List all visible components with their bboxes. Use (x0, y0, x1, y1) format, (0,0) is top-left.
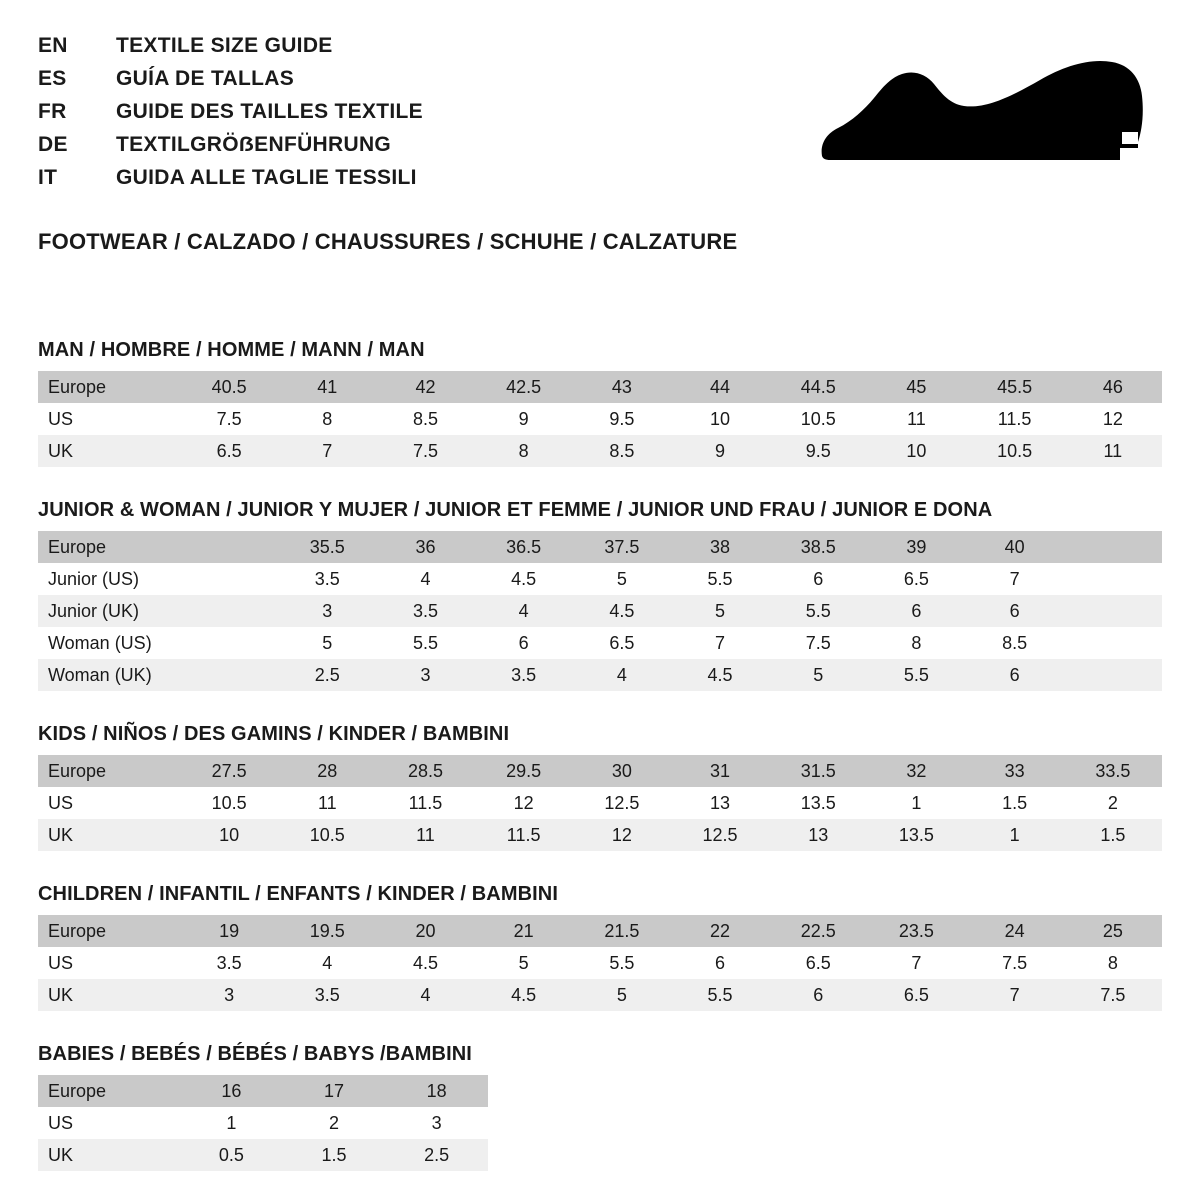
cell: 10.5 (180, 787, 278, 819)
language-title: TEXTILGRÖẞENFÜHRUNG (116, 133, 392, 156)
cell: 12 (475, 787, 573, 819)
table-row (38, 627, 1162, 659)
cell: 4 (376, 979, 474, 1011)
cell: 5.5 (671, 563, 769, 595)
cell: 6 (671, 947, 769, 979)
cell: 4.5 (573, 595, 671, 627)
cell: 1 (867, 787, 965, 819)
cell: 5 (671, 595, 769, 627)
cell: 2.5 (278, 659, 376, 691)
table-block-babies (38, 1043, 1162, 1171)
cell: 7 (966, 979, 1064, 1011)
cell: 12.5 (671, 819, 769, 851)
cell: 7 (966, 563, 1064, 595)
cell: 21.5 (573, 915, 671, 947)
row-label: Junior (UK) (38, 595, 180, 627)
cell: 6.5 (769, 947, 867, 979)
cell: 1.5 (1064, 819, 1162, 851)
cell (1064, 595, 1162, 627)
cell: 38.5 (769, 531, 867, 563)
table-row (38, 915, 1162, 947)
cell: 8 (867, 627, 965, 659)
row-label: Woman (US) (38, 627, 180, 659)
table-row (38, 371, 1162, 403)
cell: 37.5 (573, 531, 671, 563)
cell: 31.5 (769, 755, 867, 787)
cell: 5.5 (867, 659, 965, 691)
row-label: US (38, 1107, 180, 1139)
cell: 6.5 (867, 979, 965, 1011)
cell: 45 (867, 371, 965, 403)
cell: 4.5 (475, 979, 573, 1011)
cell: 10 (180, 819, 278, 851)
cell: 6 (966, 659, 1064, 691)
cell: 6 (475, 627, 573, 659)
table-title: KIDS / NIÑOS / DES GAMINS / KINDER / BAMBINI (38, 723, 510, 745)
cell: 36 (376, 531, 474, 563)
cell: 38 (671, 531, 769, 563)
row-label: Europe (38, 1075, 180, 1107)
size-tables (0, 339, 1200, 1171)
cell: 5 (769, 659, 867, 691)
language-code: EN (38, 34, 68, 57)
cell: 20 (376, 915, 474, 947)
cell: 6 (769, 563, 867, 595)
cell: 6.5 (180, 435, 278, 467)
cell: 17 (283, 1075, 386, 1107)
cell: 4 (475, 595, 573, 627)
cell: 27.5 (180, 755, 278, 787)
cell: 6 (769, 979, 867, 1011)
cell: 4 (278, 947, 376, 979)
cell: 10.5 (278, 819, 376, 851)
cell: 5 (573, 979, 671, 1011)
cell: 7.5 (376, 435, 474, 467)
cell: 5 (573, 563, 671, 595)
cell: 5.5 (376, 627, 474, 659)
table-row (38, 563, 1162, 595)
cell: 5 (278, 627, 376, 659)
cell: 8 (1064, 947, 1162, 979)
cell: 5.5 (671, 979, 769, 1011)
size-table-children (38, 915, 1162, 1011)
table-row (38, 403, 1162, 435)
cell: 4.5 (376, 947, 474, 979)
table-row (38, 819, 1162, 851)
table-row (38, 947, 1162, 979)
cell: 11 (278, 787, 376, 819)
cell: 4.5 (475, 563, 573, 595)
cell: 45.5 (966, 371, 1064, 403)
cell: 11 (376, 819, 474, 851)
cell: 13.5 (769, 787, 867, 819)
cell: 39 (867, 531, 965, 563)
cell: 46 (1064, 371, 1162, 403)
cell: 6 (966, 595, 1064, 627)
row-label: UK (38, 1139, 180, 1171)
cell: 3.5 (278, 979, 376, 1011)
cell: 6.5 (867, 563, 965, 595)
cell: 35.5 (278, 531, 376, 563)
cell: 33.5 (1064, 755, 1162, 787)
table-title: JUNIOR & WOMAN / JUNIOR Y MUJER / JUNIOR ET FEMME / JUNIOR UND FRAU / JUNIOR E DONA (38, 499, 993, 521)
cell: 22 (671, 915, 769, 947)
cell: 8.5 (376, 403, 474, 435)
cell: 3.5 (475, 659, 573, 691)
page-title: FOOTWEAR / CALZADO / CHAUSSURES / SCHUHE / CALZATURE (38, 229, 738, 254)
cell: 2.5 (385, 1139, 488, 1171)
cell: 40 (966, 531, 1064, 563)
cell: 42.5 (475, 371, 573, 403)
language-title: TEXTILE SIZE GUIDE (116, 34, 333, 57)
table-row (38, 755, 1162, 787)
cell: 31 (671, 755, 769, 787)
table-block-children (38, 883, 1162, 1011)
cell (1064, 659, 1162, 691)
cell: 8.5 (966, 627, 1064, 659)
cell (1064, 563, 1162, 595)
cell: 33 (966, 755, 1064, 787)
size-table-junior-woman (38, 531, 1162, 691)
cell: 7.5 (769, 627, 867, 659)
cell: 9 (475, 403, 573, 435)
cell: 8 (475, 435, 573, 467)
size-table-babies (38, 1075, 488, 1171)
cell: 4 (573, 659, 671, 691)
cell: 7.5 (966, 947, 1064, 979)
cell: 3 (180, 979, 278, 1011)
row-label: Europe (38, 915, 180, 947)
cell: 3.5 (278, 563, 376, 595)
cell: 9 (671, 435, 769, 467)
cell: 28.5 (376, 755, 474, 787)
cell (180, 659, 278, 691)
table-title: BABIES / BEBÉS / BÉBÉS / BABYS /BAMBINI (38, 1043, 472, 1065)
cell: 21 (475, 915, 573, 947)
cell: 3.5 (376, 595, 474, 627)
table-title: CHILDREN / INFANTIL / ENFANTS / KINDER / BAMBINI (38, 883, 558, 905)
cell: 7 (867, 947, 965, 979)
cell: 10.5 (966, 435, 1064, 467)
row-label: US (38, 947, 180, 979)
cell (1064, 531, 1162, 563)
cell: 2 (1064, 787, 1162, 819)
cell: 8.5 (573, 435, 671, 467)
cell: 22.5 (769, 915, 867, 947)
cell: 28 (278, 755, 376, 787)
row-label: Europe (38, 371, 180, 403)
cell: 3 (278, 595, 376, 627)
table-row (38, 979, 1162, 1011)
language-title: GUIDA ALLE TAGLIE TESSILI (116, 166, 417, 189)
cell: 1.5 (283, 1139, 386, 1171)
size-table-man (38, 371, 1162, 467)
cell: 3 (376, 659, 474, 691)
cell: 9.5 (769, 435, 867, 467)
cell: 12.5 (573, 787, 671, 819)
cell: 5 (475, 947, 573, 979)
cell: 10 (867, 435, 965, 467)
cell: 12 (1064, 403, 1162, 435)
cell: 29.5 (475, 755, 573, 787)
table-row (38, 1139, 488, 1171)
cell: 11.5 (475, 819, 573, 851)
cell: 0.5 (180, 1139, 283, 1171)
cell: 32 (867, 755, 965, 787)
cell: 13 (671, 787, 769, 819)
cell: 3 (385, 1107, 488, 1139)
cell: 1 (966, 819, 1064, 851)
cell: 19 (180, 915, 278, 947)
cell (1064, 627, 1162, 659)
table-title: MAN / HOMBRE / HOMME / MANN / MAN (38, 339, 425, 361)
cell: 11.5 (966, 403, 1064, 435)
row-label: Europe (38, 531, 180, 563)
cell: 16 (180, 1075, 283, 1107)
row-label: Junior (US) (38, 563, 180, 595)
language-code: DE (38, 133, 68, 156)
cell: 5.5 (573, 947, 671, 979)
cell: 44 (671, 371, 769, 403)
cell: 4 (376, 563, 474, 595)
table-block-man (38, 339, 1162, 467)
row-label: US (38, 787, 180, 819)
size-table-kids (38, 755, 1162, 851)
cell: 7 (671, 627, 769, 659)
cell: 18 (385, 1075, 488, 1107)
table-row (38, 435, 1162, 467)
row-label: UK (38, 819, 180, 851)
language-code: IT (38, 166, 58, 189)
table-row (38, 1075, 488, 1107)
cell: 8 (278, 403, 376, 435)
dress-shoe-icon (790, 48, 1150, 188)
language-title: GUIDE DES TAILLES TEXTILE (116, 100, 423, 123)
table-row (38, 1107, 488, 1139)
cell: 11 (1064, 435, 1162, 467)
row-label: Woman (UK) (38, 659, 180, 691)
row-label: UK (38, 435, 180, 467)
cell: 5.5 (769, 595, 867, 627)
cell: 30 (573, 755, 671, 787)
cell: 12 (573, 819, 671, 851)
cell (180, 627, 278, 659)
cell: 1.5 (966, 787, 1064, 819)
cell: 9.5 (573, 403, 671, 435)
cell: 41 (278, 371, 376, 403)
cell: 7.5 (1064, 979, 1162, 1011)
cell: 7.5 (180, 403, 278, 435)
cell: 36.5 (475, 531, 573, 563)
language-title: GUÍA DE TALLAS (116, 67, 295, 90)
cell: 42 (376, 371, 474, 403)
cell: 3.5 (180, 947, 278, 979)
cell (180, 531, 278, 563)
cell: 1 (180, 1107, 283, 1139)
table-row (38, 787, 1162, 819)
row-label: US (38, 403, 180, 435)
cell: 2 (283, 1107, 386, 1139)
row-label: Europe (38, 755, 180, 787)
cell: 13 (769, 819, 867, 851)
cell: 6 (867, 595, 965, 627)
cell (180, 595, 278, 627)
language-code: ES (38, 67, 67, 90)
cell: 11 (867, 403, 965, 435)
cell: 24 (966, 915, 1064, 947)
cell: 7 (278, 435, 376, 467)
cell: 19.5 (278, 915, 376, 947)
cell: 25 (1064, 915, 1162, 947)
language-code: FR (38, 100, 67, 123)
cell: 23.5 (867, 915, 965, 947)
cell: 10.5 (769, 403, 867, 435)
cell: 4.5 (671, 659, 769, 691)
cell: 13.5 (867, 819, 965, 851)
cell (180, 563, 278, 595)
table-block-junior-woman (38, 499, 1162, 691)
cell: 40.5 (180, 371, 278, 403)
table-row (38, 531, 1162, 563)
table-row (38, 595, 1162, 627)
table-row (38, 659, 1162, 691)
cell: 10 (671, 403, 769, 435)
row-label: UK (38, 979, 180, 1011)
cell: 11.5 (376, 787, 474, 819)
cell: 44.5 (769, 371, 867, 403)
table-block-kids (38, 723, 1162, 851)
cell: 43 (573, 371, 671, 403)
cell: 6.5 (573, 627, 671, 659)
